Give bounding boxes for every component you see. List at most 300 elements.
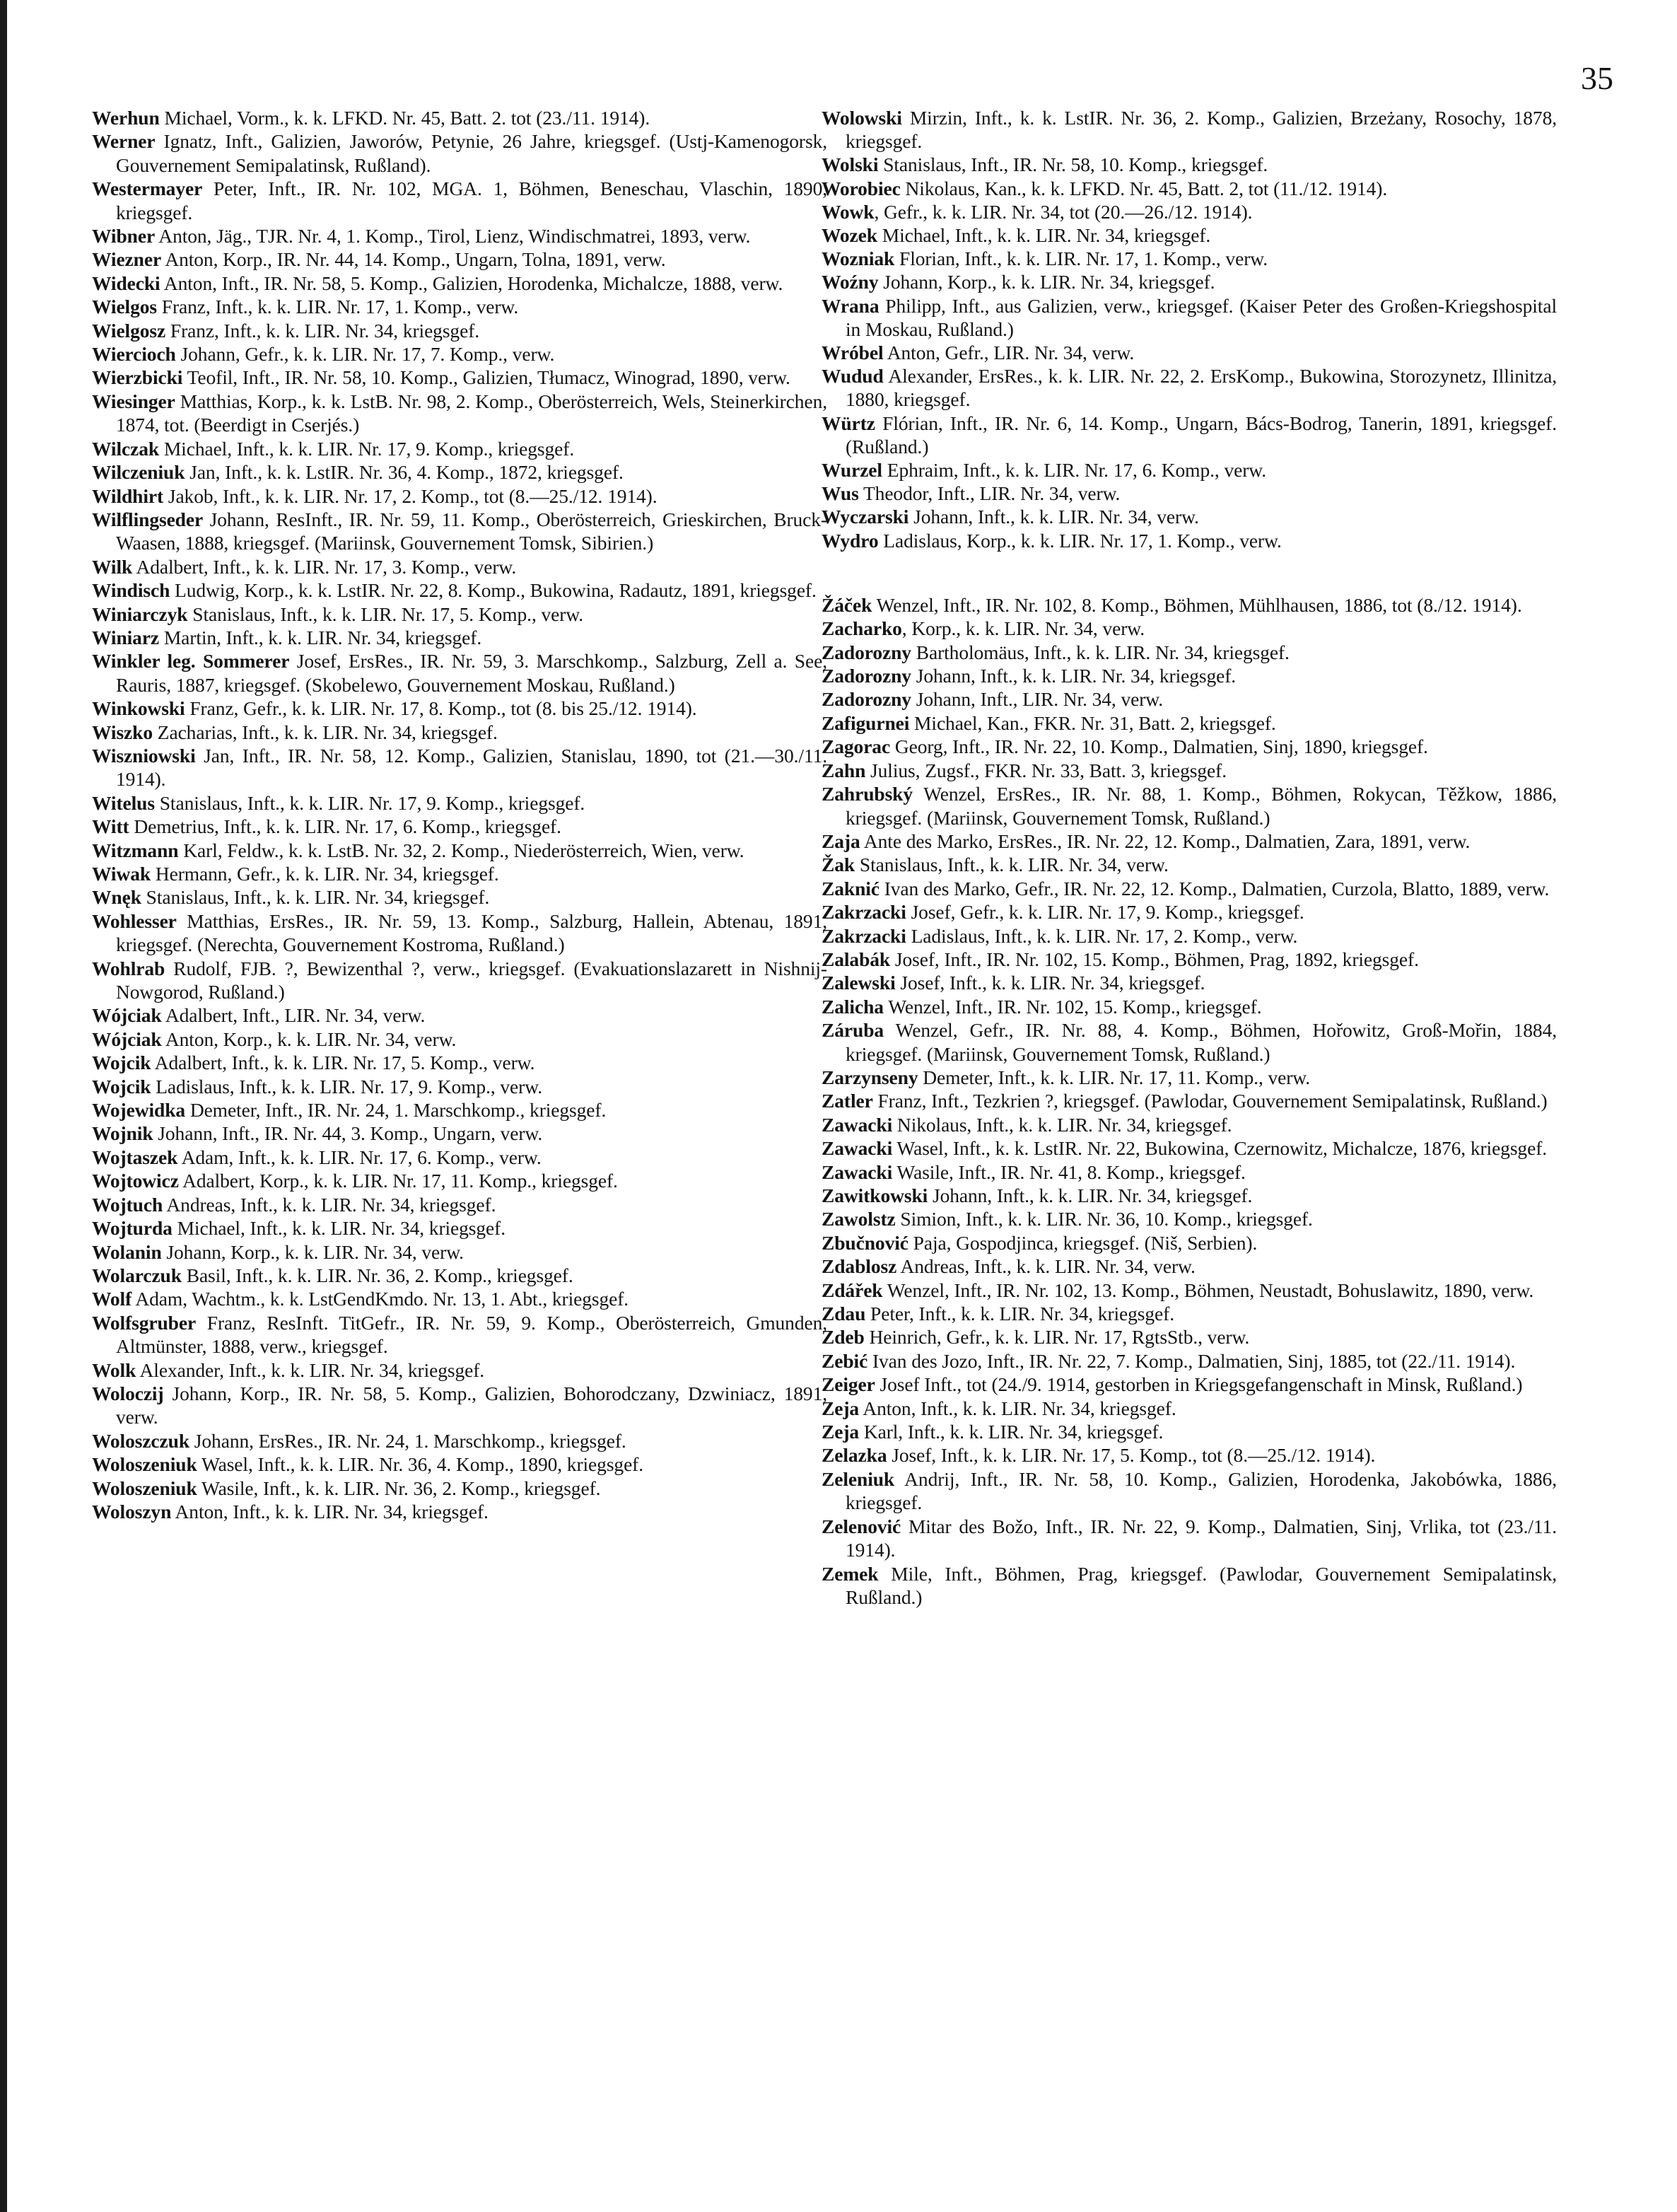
entry-surname: Wiezner: [92, 248, 162, 271]
entry-details: Mile, Inft., Böhmen, Prag, kriegsgef. (Pawlodar, Gouvernement Semipalatinsk, Rußland.): [846, 1562, 1557, 1608]
register-entry: [822, 948, 1557, 971]
entry-surname: Zafigurnei: [822, 711, 910, 734]
entry-surname: Zawolstz: [822, 1208, 896, 1230]
register-entry: [822, 1420, 1557, 1443]
entry-surname: Woloszeniuk: [92, 1453, 197, 1476]
entry-details: Johann, ResInft., IR. Nr. 59, 11. Komp., Oberösterreich, Grieskirchen, Bruck-Waasen, 1888, kriegsgef. (Mariinsk, Gouvernement Tomsk, Sibirien.): [116, 508, 827, 554]
register-entry: [822, 853, 1557, 876]
right-w-entry-list: [822, 106, 1557, 552]
entry-details: Nikolaus, Kan., k. k. LFKD. Nr. 45, Batt. 2, tot (11./12. 1914).: [900, 177, 1388, 199]
entry-surname: Wolski: [822, 153, 879, 176]
entry-details: Karl, Inft., k. k. LIR. Nr. 34, kriegsgef.: [859, 1421, 1164, 1443]
entry-details: Peter, Inft., k. k. LIR. Nr. 34, kriegsgef.: [865, 1303, 1174, 1325]
entry-details: Wasile, Inft., IR. Nr. 41, 8. Komp., kriegsgef.: [892, 1160, 1246, 1183]
register-entry: [822, 1255, 1557, 1278]
entry-surname: Wojtowicz: [92, 1170, 179, 1192]
register-entry: [92, 437, 827, 460]
register-entry: [822, 1325, 1557, 1349]
entry-surname: Wudud: [822, 365, 884, 388]
entry-surname: Wozek: [822, 224, 877, 247]
entry-surname: Wolf: [92, 1288, 132, 1310]
entry-surname: Zeja: [822, 1421, 860, 1443]
register-entry: [92, 366, 827, 389]
entry-details: Ivan des Jozo, Inft., IR. Nr. 22, 7. Komp., Dalmatien, Sinj, 1885, tot (22./11. 1914).: [867, 1349, 1516, 1372]
entry-surname: Wilczak: [92, 437, 160, 460]
entry-details: Anton, Inft., k. k. LIR. Nr. 34, kriegsgef.: [171, 1500, 489, 1523]
entry-details: Jan, Inft., k. k. LstIR. Nr. 36, 4. Komp., 1872, kriegsgef.: [185, 461, 624, 484]
entry-surname: Wiwak: [92, 863, 151, 885]
register-entry: [92, 1311, 827, 1358]
entry-surname: Zawacki: [822, 1113, 893, 1136]
register-entry: [92, 697, 827, 720]
register-entry: [92, 508, 827, 555]
register-entry: [92, 1003, 827, 1027]
entry-details: Andrij, Inft., IR. Nr. 58, 10. Komp., Galizien, Horodenka, Jakobówka, 1886, kriegsgef.: [846, 1467, 1557, 1514]
register-entry: [92, 626, 827, 649]
entry-surname: Zakrzacki: [822, 924, 906, 947]
register-entry: [92, 1429, 827, 1453]
entry-surname: Wolfsgruber: [92, 1311, 197, 1334]
entry-details: Martin, Inft., k. k. LIR. Nr. 34, kriegsgef.: [159, 626, 482, 648]
entry-details: Nikolaus, Inft., k. k. LIR. Nr. 34, kriegsgef.: [892, 1113, 1232, 1136]
entry-surname: Wydro: [822, 529, 879, 552]
entry-details: Johann, Inft., k. k. LIR. Nr. 34, kriegsgef.: [911, 665, 1237, 687]
entry-details: Ludwig, Korp., k. k. LstIR. Nr. 22, 8. Komp., Bukowina, Radautz, 1891, kriegsgef.: [170, 579, 817, 602]
entry-surname: Wolarczuk: [92, 1264, 182, 1286]
entry-surname: Wojtuch: [92, 1193, 163, 1216]
entry-details: Adalbert, Inft., LIR. Nr. 34, verw.: [161, 1004, 426, 1027]
entry-details: Josef Inft., tot (24./9. 1914, gestorben in Kriegsgefangenschaft in Minsk, Rußland.): [875, 1373, 1523, 1396]
entry-surname: Wiercioch: [92, 343, 176, 366]
entry-details: Alexander, Inft., k. k. LIR. Nr. 34, kriegsgef.: [136, 1358, 485, 1381]
register-entry: [92, 1122, 827, 1145]
register-entry: [822, 1397, 1557, 1420]
register-entry: [92, 791, 827, 815]
entry-details: Ignatz, Inft., Galizien, Jaworów, Petynie, 26 Jahre, kriegsgef. (Ustj-Kamenogorsk, Gouvernement Semipalatinsk, Rußland).: [116, 130, 827, 176]
entry-details: Johann, Inft., LIR. Nr. 34, verw.: [911, 688, 1164, 711]
register-entry: [822, 924, 1557, 948]
entry-details: Theodor, Inft., LIR. Nr. 34, verw.: [858, 482, 1121, 505]
register-entry: [92, 957, 827, 1004]
entry-details: Julius, Zugsf., FKR. Nr. 33, Batt. 3, kriegsgef.: [865, 759, 1227, 781]
entry-surname: Zacharko: [822, 617, 902, 640]
entry-surname: Wus: [822, 482, 859, 505]
entry-details: Franz, Inft., Tezkrien ?, kriegsgef. (Pawlodar, Gouvernement Semipalatinsk, Rußland.): [872, 1090, 1548, 1112]
entry-details: Stanislaus, Inft., k. k. LIR. Nr. 34, kriegsgef.: [141, 886, 490, 909]
register-entry: [92, 1146, 827, 1169]
register-entry: [822, 593, 1557, 617]
entry-details: , Gefr., k. k. LIR. Nr. 34, tot (20.—26./12. 1914).: [874, 200, 1253, 223]
entry-surname: Zahrubský: [822, 783, 913, 805]
entry-surname: Zakrzacki: [822, 901, 906, 924]
entry-details: Wenzel, Inft., IR. Nr. 102, 13. Komp., Böhmen, Neustadt, Bohuslawitz, 1890, verw.: [882, 1279, 1534, 1301]
register-entry: [822, 664, 1557, 687]
register-entry: [92, 460, 827, 484]
register-entry: [822, 223, 1557, 247]
register-entry: [822, 200, 1557, 223]
entry-surname: Wolk: [92, 1358, 136, 1381]
register-entry: [92, 603, 827, 626]
entry-details: Wasel, Inft., k. k. LstIR. Nr. 22, Bukowina, Czernowitz, Michalcze, 1876, kriegsgef.: [892, 1137, 1548, 1160]
entry-surname: Witzmann: [92, 839, 179, 861]
register-entry: [822, 1113, 1557, 1136]
entry-details: Hermann, Gefr., k. k. LIR. Nr. 34, kriegsgef.: [151, 863, 499, 885]
register-entry: [822, 1302, 1557, 1325]
register-entry: [822, 735, 1557, 758]
entry-surname: Zebić: [822, 1349, 868, 1372]
entry-details: Josef, Inft., IR. Nr. 102, 15. Komp., Böhmen, Prag, 1892, kriegsgef.: [890, 948, 1419, 970]
entry-details: Franz, Inft., k. k. LIR. Nr. 34, kriegsgef.: [165, 319, 480, 342]
entry-surname: Zawacki: [822, 1160, 893, 1183]
register-entry: [822, 877, 1557, 900]
entry-surname: Wielgosz: [92, 319, 166, 342]
entry-surname: Wohlesser: [92, 909, 177, 932]
register-entry: [822, 995, 1557, 1018]
entry-details: Michael, Inft., k. k. LIR. Nr. 17, 9. Komp., kriegsgef.: [159, 437, 575, 460]
register-entry: [822, 1136, 1557, 1160]
entry-details: Wenzel, Inft., IR. Nr. 102, 8. Komp., Böhmen, Mühlhausen, 1886, tot (8./12. 1914).: [872, 593, 1522, 616]
entry-details: Johann, Gefr., k. k. LIR. Nr. 17, 7. Komp., verw.: [175, 343, 555, 366]
entry-details: Zacharias, Inft., k. k. LIR. Nr. 34, kriegsgef.: [153, 721, 498, 743]
section-gap: [822, 552, 1557, 593]
entry-details: Johann, Inft., k. k. LIR. Nr. 34, verw.: [908, 506, 1199, 528]
register-entry: [822, 1467, 1557, 1515]
entry-surname: Wolowski: [822, 107, 902, 129]
register-entry: [92, 1028, 827, 1051]
entry-surname: Wojtaszek: [92, 1146, 178, 1168]
entry-details: Stanislaus, Inft., k. k. LIR. Nr. 17, 5. Komp., verw.: [187, 603, 584, 625]
left-column: [92, 106, 827, 1523]
register-entry: [92, 721, 827, 744]
register-entry: [92, 1240, 827, 1264]
entry-details: Florian, Inft., k. k. LIR. Nr. 17, 1. Komp., verw.: [894, 248, 1268, 270]
entry-surname: Zagorac: [822, 735, 891, 758]
entry-surname: Zaja: [822, 830, 860, 852]
entry-details: Mitar des Božo, Inft., IR. Nr. 22, 9. Komp., Dalmatien, Sinj, Vrlika, tot (23./11. 1914).: [846, 1515, 1557, 1561]
entry-details: Johann, Inft., k. k. LIR. Nr. 34, kriegsgef.: [928, 1184, 1253, 1207]
entry-surname: Wildhirt: [92, 484, 164, 507]
entry-details: Anton, Jäg., TJR. Nr. 4, 1. Komp., Tirol, Lienz, Windischmatrei, 1893, verw.: [155, 225, 751, 248]
entry-surname: Wurzel: [822, 459, 882, 482]
entry-details: Anton, Gefr., LIR. Nr. 34, verw.: [883, 342, 1135, 364]
entry-surname: Wiesinger: [92, 390, 175, 412]
entry-details: Wasile, Inft., k. k. LIR. Nr. 36, 2. Komp., kriegsgef.: [197, 1477, 601, 1499]
register-entry: [822, 971, 1557, 994]
register-entry: [822, 1443, 1557, 1467]
register-entry: [92, 248, 827, 271]
entry-details: Flórian, Inft., IR. Nr. 6, 14. Komp., Ungarn, Bács-Bodrog, Tanerin, 1891, kriegsgef. (Rußland.): [846, 412, 1557, 458]
entry-details: Simion, Inft., k. k. LIR. Nr. 36, 10. Komp., kriegsgef.: [895, 1208, 1313, 1230]
entry-surname: Woloszyn: [92, 1500, 172, 1523]
entry-details: Andreas, Inft., k. k. LIR. Nr. 34, verw.: [896, 1255, 1196, 1278]
register-entry: [822, 1018, 1557, 1066]
entry-details: Demeter, Inft., k. k. LIR. Nr. 17, 11. Komp., verw.: [918, 1066, 1311, 1088]
register-entry: [822, 1373, 1557, 1396]
register-entry: [92, 1098, 827, 1122]
register-entry: [822, 177, 1557, 200]
entry-details: Anton, Inft., k. k. LIR. Nr. 34, kriegsgef.: [859, 1397, 1176, 1419]
entry-details: Anton, Inft., IR. Nr. 58, 5. Komp., Galizien, Horodenka, Michalcze, 1888, verw.: [160, 272, 783, 294]
entry-surname: Wilczeniuk: [92, 461, 185, 484]
entry-surname: Zdablosz: [822, 1255, 897, 1278]
entry-surname: Werhun: [92, 107, 160, 129]
register-entry: [822, 1184, 1557, 1207]
entry-surname: Worobiec: [822, 177, 901, 199]
register-entry: [822, 1562, 1557, 1609]
register-entry: [92, 1500, 827, 1523]
entry-details: Demetrius, Inft., k. k. LIR. Nr. 17, 6. Komp., kriegsgef.: [129, 815, 561, 838]
register-entry: [822, 782, 1557, 830]
entry-surname: Wiszko: [92, 721, 153, 743]
entry-surname: Wozniak: [822, 248, 895, 270]
entry-details: Ladislaus, Korp., k. k. LIR. Nr. 17, 1. Komp., verw.: [878, 529, 1282, 552]
entry-surname: Zaknić: [822, 877, 880, 900]
register-entry: [822, 106, 1557, 153]
register-entry: [92, 1051, 827, 1074]
entry-details: Josef, Inft., k. k. LIR. Nr. 34, kriegsgef.: [895, 972, 1205, 994]
register-entry: [92, 1264, 827, 1287]
entry-details: Paja, Gospodjinca, kriegsgef. (Niš, Serbien).: [908, 1231, 1258, 1254]
entry-details: Michael, Vorm., k. k. LFKD. Nr. 45, Batt. 2. tot (23./11. 1914).: [159, 107, 650, 129]
entry-details: Ante des Marko, ErsRes., IR. Nr. 22, 12. Komp., Dalmatien, Zara, 1891, verw.: [860, 830, 1471, 852]
register-entry: [92, 578, 827, 602]
scan-edge: [0, 0, 7, 2212]
register-entry: [822, 247, 1557, 270]
entry-details: Wenzel, Gefr., IR. Nr. 88, 4. Komp., Böhmen, Hořowitz, Groß-Mořin, 1884, kriegsgef. (Mariinsk, Gouvernement Tomsk, Rußland.): [846, 1019, 1557, 1065]
entry-surname: Zalicha: [822, 995, 884, 1018]
entry-surname: Winiarz: [92, 626, 160, 648]
entry-details: Johann, Korp., k. k. LIR. Nr. 34, verw.: [161, 1240, 464, 1263]
entry-surname: Wilflingseder: [92, 508, 204, 530]
entry-surname: Zelenović: [822, 1515, 901, 1537]
register-entry: [822, 529, 1557, 552]
register-entry: [822, 617, 1557, 640]
entry-details: Stanislaus, Inft., k. k. LIR. Nr. 17, 9. Komp., kriegsgef.: [154, 791, 585, 814]
entry-surname: Wójciak: [92, 1028, 162, 1050]
entry-surname: Záruba: [822, 1019, 884, 1042]
register-entry: [92, 342, 827, 366]
register-entry: [92, 815, 827, 838]
register-entry: [92, 909, 827, 957]
entry-surname: Würtz: [822, 412, 875, 434]
entry-details: Jan, Inft., IR. Nr. 58, 12. Komp., Galizien, Stanislau, 1890, tot (21.—30./11. 1914).: [116, 744, 827, 791]
entry-surname: Werner: [92, 130, 156, 153]
entry-details: Bartholomäus, Inft., k. k. LIR. Nr. 34, kriegsgef.: [911, 641, 1290, 663]
entry-surname: Žak: [822, 854, 855, 876]
entry-details: , Korp., k. k. LIR. Nr. 34, verw.: [901, 617, 1145, 640]
entry-surname: Woloszczuk: [92, 1429, 190, 1452]
entry-details: Michael, Inft., k. k. LIR. Nr. 34, kriegsgef.: [172, 1217, 506, 1240]
entry-details: Franz, Inft., k. k. LIR. Nr. 17, 1. Komp., verw.: [157, 296, 519, 318]
register-entry: [92, 1169, 827, 1192]
register-entry: [92, 744, 827, 791]
entry-details: Josef, ErsRes., IR. Nr. 59, 3. Marschkomp., Salzburg, Zell a. See, Rauris, 1887, kriegsgef. (Skobelewo, Gouvernement Moskau, Rußland.): [116, 650, 827, 696]
entry-surname: Zarzynseny: [822, 1066, 918, 1088]
entry-surname: Winkowski: [92, 697, 185, 720]
entry-details: Ephraim, Inft., k. k. LIR. Nr. 17, 6. Komp., verw.: [882, 459, 1267, 482]
entry-surname: Wojcik: [92, 1052, 151, 1074]
entry-surname: Westermayer: [92, 177, 203, 200]
entry-details: Jakob, Inft., k. k. LIR. Nr. 17, 2. Komp., tot (8.—25./12. 1914).: [163, 484, 658, 507]
entry-details: Adalbert, Korp., k. k. LIR. Nr. 17, 11. Komp., kriegsgef.: [178, 1170, 618, 1192]
register-entry: [822, 1349, 1557, 1373]
entry-surname: Žáček: [822, 593, 872, 616]
entry-details: Andreas, Inft., k. k. LIR. Nr. 34, kriegsgef.: [163, 1193, 496, 1216]
entry-details: Ivan des Marko, Gefr., IR. Nr. 22, 12. Komp., Dalmatien, Curzola, Blatto, 1889, verw.: [879, 877, 1550, 900]
entry-surname: Wierzbicki: [92, 366, 183, 389]
entry-surname: Zdau: [822, 1303, 866, 1325]
entry-surname: Widecki: [92, 272, 160, 294]
entry-surname: Wójciak: [92, 1004, 162, 1027]
entry-surname: Woloczij: [92, 1382, 164, 1404]
register-entry: [92, 272, 827, 295]
entry-details: Basil, Inft., k. k. LIR. Nr. 36, 2. Komp., kriegsgef.: [181, 1264, 573, 1286]
entry-surname: Zadorozny: [822, 641, 911, 663]
entry-details: Stanislaus, Inft., k. k. LIR. Nr. 34, verw.: [855, 854, 1169, 876]
entry-details: Anton, Korp., IR. Nr. 44, 14. Komp., Ungarn, Tolna, 1891, verw.: [161, 248, 666, 271]
register-entry: [822, 294, 1557, 341]
register-entry: [92, 1382, 827, 1429]
register-entry: [92, 390, 827, 437]
entry-details: Ladislaus, Inft., k. k. LIR. Nr. 17, 9. Komp., verw.: [151, 1075, 542, 1098]
entry-surname: Wilk: [92, 555, 133, 578]
entry-surname: Woźny: [822, 271, 879, 293]
register-entry: [92, 1358, 827, 1382]
entry-details: Peter, Inft., IR. Nr. 102, MGA. 1, Böhmen, Beneschau, Vlaschin, 1890, kriegsgef.: [116, 177, 827, 223]
register-entry: [822, 482, 1557, 505]
entry-details: Philipp, Inft., aus Galizien, verw., kriegsgef. (Kaiser Peter des Großen-Kriegshospital in Moskau, Rußland.): [846, 294, 1557, 340]
register-entry: [92, 885, 827, 909]
register-entry: [822, 1279, 1557, 1302]
entry-surname: Winiarczyk: [92, 603, 188, 625]
entry-details: Wenzel, ErsRes., IR. Nr. 88, 1. Komp., Böhmen, Rokycan, Těžkow, 1886, kriegsgef. (Mariinsk, Gouvernement Tomsk, Rußland.): [846, 783, 1557, 829]
entry-surname: Zalewski: [822, 972, 896, 994]
register-entry: [92, 1075, 827, 1098]
entry-surname: Zawacki: [822, 1137, 893, 1160]
entry-surname: Zemek: [822, 1562, 879, 1585]
register-entry: [822, 687, 1557, 711]
entry-details: Michael, Kan., FKR. Nr. 31, Batt. 2, kriegsgef.: [909, 711, 1276, 734]
register-entry: [822, 153, 1557, 176]
left-entry-list: [92, 106, 827, 1523]
entry-details: Rudolf, FJB. ?, Bewizenthal ?, verw., kriegsgef. (Evakuationslazarett in Nishnij-Nowgorod, Rußland.): [116, 957, 827, 1003]
entry-surname: Zatler: [822, 1090, 873, 1112]
register-entry: [92, 1193, 827, 1216]
entry-details: Adam, Inft., k. k. LIR. Nr. 17, 6. Komp., verw.: [177, 1146, 542, 1168]
entry-surname: Windisch: [92, 579, 170, 602]
register-entry: [822, 830, 1557, 853]
entry-surname: Wowk: [822, 200, 875, 223]
register-entry: [92, 319, 827, 342]
entry-details: Mirzin, Inft., k. k. LstIR. Nr. 36, 2. Komp., Galizien, Brzeżany, Rosochy, 1878, kriegsgef.: [846, 107, 1557, 153]
entry-details: Stanislaus, Inft., IR. Nr. 58, 10. Komp., kriegsgef.: [878, 153, 1268, 176]
entry-surname: Wrana: [822, 294, 880, 317]
register-entry: [822, 341, 1557, 364]
entry-details: Johann, ErsRes., IR. Nr. 24, 1. Marschkomp., kriegsgef.: [189, 1429, 626, 1452]
entry-surname: Zadorozny: [822, 665, 911, 687]
register-entry: [822, 711, 1557, 735]
entry-surname: Zdeb: [822, 1326, 865, 1349]
register-entry: [822, 412, 1557, 458]
entry-surname: Wojewidka: [92, 1099, 186, 1122]
entry-details: Johann, Korp., IR. Nr. 58, 5. Komp., Galizien, Bohorodczany, Dzwiniacz, 1891, verw.: [116, 1382, 827, 1428]
entry-details: Matthias, ErsRes., IR. Nr. 59, 13. Komp., Salzburg, Hallein, Abtenau, 1891, kriegsgef. (Nerechta, Gouvernement Kostroma, Rußland.): [116, 909, 827, 956]
entry-details: Wenzel, Inft., IR. Nr. 102, 15. Komp., kriegsgef.: [883, 995, 1262, 1018]
register-entry: [92, 224, 827, 248]
entry-details: Johann, Korp., k. k. LIR. Nr. 34, kriegsgef.: [878, 271, 1215, 293]
entry-details: Georg, Inft., IR. Nr. 22, 10. Komp., Dalmatien, Sinj, 1890, kriegsgef.: [890, 735, 1428, 758]
page-number: 35: [1581, 60, 1613, 96]
register-entry: [92, 862, 827, 885]
register-entry: [822, 1089, 1557, 1112]
register-entry: [92, 1477, 827, 1500]
entry-surname: Zawitkowski: [822, 1184, 928, 1207]
entry-surname: Wielgos: [92, 296, 157, 318]
entry-details: Heinrich, Gefr., k. k. LIR. Nr. 17, RgtsStb., verw.: [864, 1326, 1250, 1349]
register-entry: [822, 505, 1557, 528]
entry-details: Adam, Wachtm., k. k. LstGendKmdo. Nr. 13, 1. Abt., kriegsgef.: [132, 1288, 629, 1310]
register-entry: [92, 129, 827, 177]
entry-surname: Wibner: [92, 225, 156, 248]
entry-details: Wasel, Inft., k. k. LIR. Nr. 36, 4. Komp., 1890, kriegsgef.: [197, 1453, 644, 1476]
entry-surname: Zelazka: [822, 1444, 887, 1467]
entry-surname: Wojcik: [92, 1075, 151, 1098]
entry-details: Teofil, Inft., IR. Nr. 58, 10. Komp., Galizien, Tłumacz, Winograd, 1890, verw.: [182, 366, 790, 389]
entry-surname: Zdářek: [822, 1279, 883, 1301]
register-entry: [822, 1515, 1557, 1562]
entry-details: Johann, Inft., IR. Nr. 44, 3. Komp., Ungarn, verw.: [153, 1122, 543, 1145]
entry-details: Ladislaus, Inft., k. k. LIR. Nr. 17, 2. Komp., verw.: [906, 924, 1298, 947]
register-entry: [822, 759, 1557, 782]
register-entry: [92, 106, 827, 129]
register-entry: [92, 839, 827, 862]
register-entry: [822, 1231, 1557, 1255]
entry-surname: Zadorozny: [822, 688, 911, 711]
register-entry: [92, 177, 827, 224]
entry-surname: Zeiger: [822, 1373, 875, 1396]
register-entry: [822, 641, 1557, 664]
entry-surname: Witt: [92, 815, 129, 838]
entry-surname: Wróbel: [822, 342, 884, 364]
entry-surname: Wojnik: [92, 1122, 153, 1145]
register-entry: [92, 649, 827, 697]
entry-details: Josef, Inft., k. k. LIR. Nr. 17, 5. Komp., tot (8.—25./12. 1914).: [887, 1444, 1376, 1467]
entry-surname: Wiszniowski: [92, 744, 196, 767]
register-entry: [822, 270, 1557, 293]
entry-surname: Zbučnović: [822, 1231, 908, 1254]
register-entry: [822, 458, 1557, 482]
entry-surname: Wyczarski: [822, 506, 909, 528]
entry-details: Adalbert, Inft., k. k. LIR. Nr. 17, 3. Komp., verw.: [132, 555, 517, 578]
entry-surname: Wojturda: [92, 1217, 173, 1240]
register-entry: [92, 555, 827, 578]
entry-surname: Woloszeniuk: [92, 1477, 197, 1499]
entry-details: Franz, ResInft. TitGefr., IR. Nr. 59, 9. Komp., Oberösterreich, Gmunden, Altmünster, 1888, verw., kriegsgef.: [116, 1311, 827, 1358]
register-entry: [92, 1216, 827, 1240]
entry-surname: Wnęk: [92, 886, 141, 909]
entry-surname: Witelus: [92, 791, 155, 814]
entry-details: Michael, Inft., k. k. LIR. Nr. 34, kriegsgef.: [877, 224, 1211, 247]
entry-details: Karl, Feldw., k. k. LstB. Nr. 32, 2. Komp., Niederösterreich, Wien, verw.: [178, 839, 744, 861]
entry-details: Josef, Gefr., k. k. LIR. Nr. 17, 9. Komp., kriegsgef.: [906, 901, 1304, 924]
register-entry: [92, 1453, 827, 1476]
entry-details: Demeter, Inft., IR. Nr. 24, 1. Marschkomp., kriegsgef.: [185, 1099, 607, 1122]
entry-surname: Wolanin: [92, 1240, 162, 1263]
register-entry: [92, 295, 827, 318]
entry-details: Adalbert, Inft., k. k. LIR. Nr. 17, 5. Komp., verw.: [151, 1052, 535, 1074]
entry-surname: Zahn: [822, 759, 866, 781]
entry-details: Matthias, Korp., k. k. LstB. Nr. 98, 2. Komp., Oberösterreich, Wels, Steinerkirchen, 1874, tot. (Beerdigt in Cserjés.): [116, 390, 827, 436]
